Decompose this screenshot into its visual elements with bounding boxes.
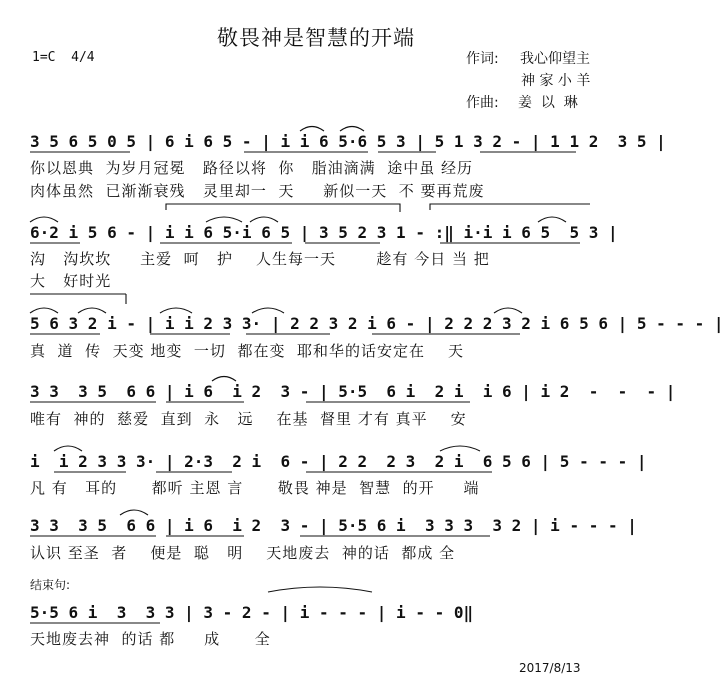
- score-row-2-lyrics-verse-1: 沟 沟坎坎 主爱 呵 护 人生每一天 趁有 今日 当 把: [30, 250, 490, 268]
- ending-label: 结束句:: [30, 578, 71, 592]
- score-row-4-notes: 3 3 3 5 6 6 | i 6 i 2 3 - | 5·5 6 i 2 i i 6 | i 2 - - - |: [30, 382, 676, 401]
- date-stamp: 2017/8/13: [519, 661, 581, 675]
- score-row-1-notes: 3 5 6 5 0 5 | 6 i 6 5 - | i i 6 5·6 5 3 | 5 1 3 2 - | 1 1 2 3 5 |: [30, 132, 666, 151]
- score-row-6-lyrics: 认识 至圣 者 便是 聪 明 天地废去 神的话 都成 全: [30, 544, 456, 562]
- score-row-5-lyrics: 凡 有 耳的 都听 主恩 言 敬畏 神是 智慧 的开 端: [30, 479, 480, 497]
- ending-notes: 5·5 6 i 3 3 3 | 3 - 2 - | i - - - | i - - 0‖: [30, 603, 474, 622]
- ending-lyrics: 天地废去神 的话 都 成 全: [30, 630, 271, 648]
- key-signature: 1=C 4/4: [32, 50, 95, 65]
- score-row-1-lyrics-verse-2: 肉体虽然 已渐渐衰残 灵里却一 天 新似一天 不 要再荒废: [30, 182, 485, 200]
- score-row-4-lyrics: 唯有 神的 慈爱 直到 永 远 在基 督里 才有 真平 安: [30, 410, 467, 428]
- composer-label: 作曲:: [466, 95, 499, 111]
- composer: 姜 以 琳: [518, 95, 578, 111]
- song-title: 敬畏神是智慧的开端: [217, 26, 415, 50]
- score-row-2-lyrics-verse-2: 大 好时光: [30, 272, 112, 290]
- lyrics-label: 作词:: [466, 51, 499, 67]
- score-row-6-notes: 3 3 3 5 6 6 | i 6 i 2 3 - | 5·5 6 i 3 3 3 3 2 | i - - - |: [30, 516, 637, 535]
- lyricist-1: 我心仰望主: [520, 51, 590, 67]
- score-row-1-lyrics-verse-1: 你以恩典 为岁月冠冕 路径以将 你 脂油滴满 途中虽 经历: [30, 159, 473, 177]
- score-row-3-notes: 5 6 3 2 i - | i i 2 3 3· | 2 2 3 2 i 6 - | 2 2 2 3 2 i 6 5 6 | 5 - - - |: [30, 314, 724, 333]
- score-row-3-lyrics: 真 道 传 天变 地变 一切 都在变 耶和华的话安定在 天: [30, 342, 465, 360]
- score-row-5-notes: i i 2 3 3 3· | 2·3 2 i 6 - | 2 2 2 3 2 i 6 5 6 | 5 - - - |: [30, 452, 647, 471]
- score-row-2-notes: 6·2 i 5 6 - | i i 6 5·i 6 5 | 3 5 2 3 1 - :‖ i·i i 6 5 5 3 |: [30, 223, 618, 242]
- lyricist-2: 神 家 小 羊: [521, 73, 591, 89]
